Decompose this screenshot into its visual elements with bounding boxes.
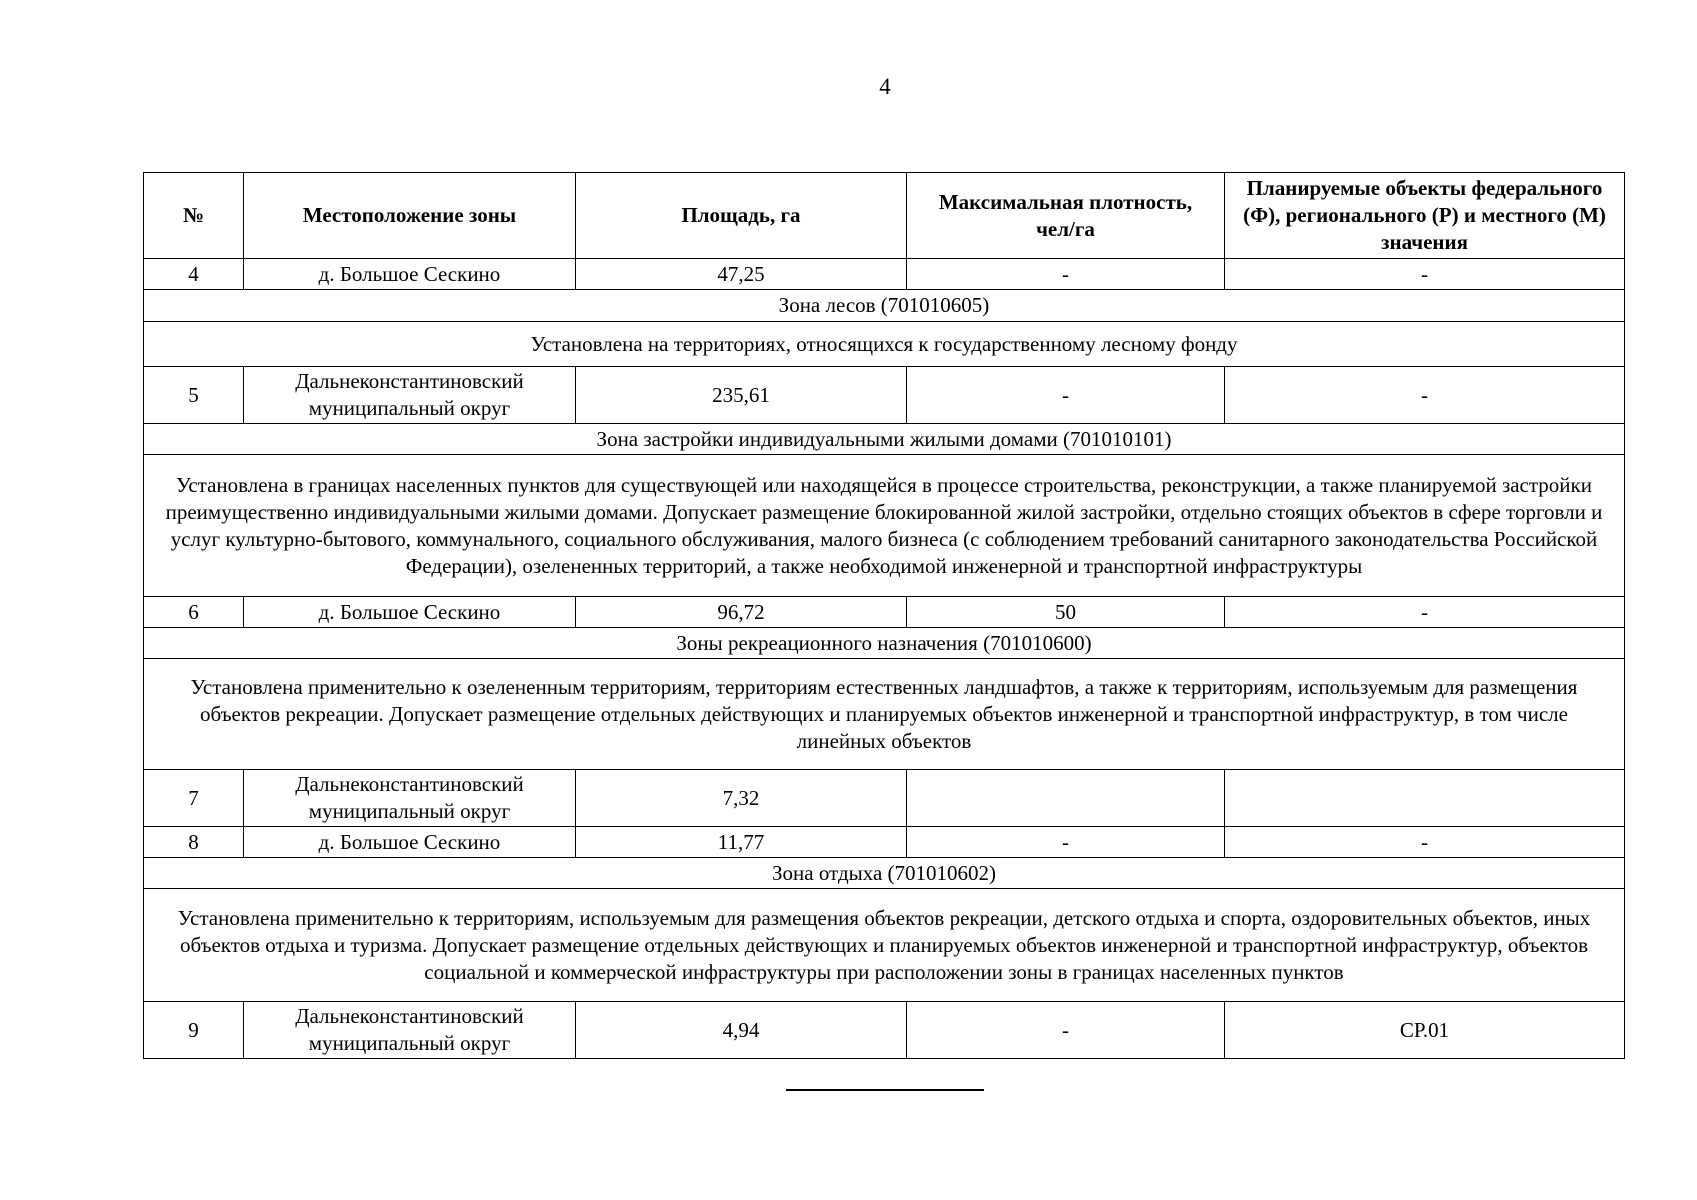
row-area: 4,94	[576, 1002, 907, 1059]
zone-description: Установлена применительно к территориям, используемым для размещения объектов рекреации, детского отдыха и спорта, оздоровительных объектов, иных объектов отдыха и туризма. Допускает размещение отдельных действующих и планируемых объектов инженерной и транспортной инфраструктур, объектов социальной и коммерческой инфраструктуры при расположении зоны в границах населенных пунктов	[144, 889, 1625, 1002]
header-area: Площадь, га	[576, 173, 907, 259]
table-row	[144, 1002, 1625, 1059]
row-number: 9	[144, 1002, 244, 1059]
page-number: 4	[879, 74, 891, 99]
zone-title-row	[144, 858, 1625, 889]
zone-description-row	[144, 455, 1625, 597]
row-area: 47,25	[576, 259, 907, 290]
row-density: -	[907, 367, 1225, 424]
row-density: -	[907, 827, 1225, 858]
row-density: 50	[907, 597, 1225, 628]
row-location: Дальнеконстантиновский муниципальный округ	[244, 1002, 576, 1059]
row-location: д. Большое Сескино	[244, 259, 576, 290]
row-number: 8	[144, 827, 244, 858]
row-location: Дальнеконстантиновский муниципальный округ	[244, 367, 576, 424]
footer-divider	[786, 1089, 984, 1091]
zone-title-row	[144, 628, 1625, 659]
table-row	[144, 597, 1625, 628]
row-planned: СР.01	[1225, 1002, 1625, 1059]
row-planned: -	[1225, 367, 1625, 424]
table-row	[144, 367, 1625, 424]
zone-description-row	[144, 889, 1625, 1002]
row-area: 11,77	[576, 827, 907, 858]
zone-description: Установлена в границах населенных пунктов для существующей или находящейся в процессе строительства, реконструкции, а также планируемой застройки преимущественно индивидуальными жилыми домами. Допускает размещение блокированной жилой застройки, отдельно стоящих объектов в сфере торговли и услуг культурно-бытового, коммунального, социального обслуживания, малого бизнеса (с соблюдением требований санитарного законодательства Российской Федерации), озелененных территорий, а также необходимой инженерной и транспортной инфраструктуры	[144, 455, 1625, 597]
zone-description: Установлена применительно к озелененным территориям, территориям естественных ландшафтов, а также к территориям, используемым для размещения объектов рекреации. Допускает размещение отдельных действующих и планируемых объектов инженерной и транспортной инфраструктур, в том числе линейных объектов	[144, 659, 1625, 770]
table-row	[144, 770, 1625, 827]
header-number: №	[144, 173, 244, 259]
row-density	[907, 770, 1225, 827]
row-number: 5	[144, 367, 244, 424]
row-location: Дальнеконстантиновский муниципальный округ	[244, 770, 576, 827]
zone-title-row	[144, 424, 1625, 455]
row-location: д. Большое Сескино	[244, 827, 576, 858]
table-row	[144, 827, 1625, 858]
zone-title-row	[144, 290, 1625, 322]
row-planned	[1225, 770, 1625, 827]
row-planned: -	[1225, 827, 1625, 858]
zones-table	[143, 172, 1625, 1059]
row-area: 96,72	[576, 597, 907, 628]
header-planned-objects: Планируемые объекты федерального (Ф), регионального (Р) и местного (М) значения	[1225, 173, 1625, 259]
zone-title: Зоны рекреационного назначения (701010600)	[144, 628, 1625, 659]
row-number: 7	[144, 770, 244, 827]
row-area: 7,32	[576, 770, 907, 827]
header-density: Максимальная плотность, чел/га	[907, 173, 1225, 259]
table-row	[144, 259, 1625, 290]
row-number: 6	[144, 597, 244, 628]
header-location: Местоположение зоны	[244, 173, 576, 259]
row-planned: -	[1225, 597, 1625, 628]
zone-description: Установлена на территориях, относящихся к государственному лесному фонду	[144, 322, 1625, 367]
table-header-row	[144, 173, 1625, 259]
row-location: д. Большое Сескино	[244, 597, 576, 628]
row-density: -	[907, 1002, 1225, 1059]
zone-title: Зона отдыха (701010602)	[144, 858, 1625, 889]
row-number: 4	[144, 259, 244, 290]
zone-title: Зона лесов (701010605)	[144, 290, 1625, 322]
row-area: 235,61	[576, 367, 907, 424]
zone-title: Зона застройки индивидуальными жилыми домами (701010101)	[144, 424, 1625, 455]
zone-description-row	[144, 659, 1625, 770]
zone-description-row	[144, 322, 1625, 367]
row-density: -	[907, 259, 1225, 290]
row-planned: -	[1225, 259, 1625, 290]
